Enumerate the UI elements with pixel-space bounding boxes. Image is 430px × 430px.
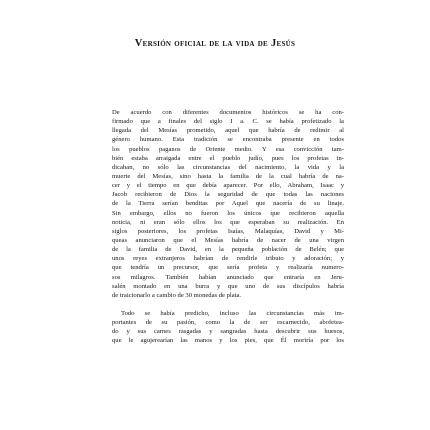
body-text [112, 108, 344, 346]
text-line: los pueblos paganos de Oriente medio. Y esa convicción tam- [112, 145, 344, 153]
text-line: sos milagros. También habían anunciado que entraría en Jeru- [112, 273, 344, 281]
text-line: firmado que a finales del siglo I a. C. se había profetizado la [112, 118, 344, 126]
text-line: muerte del Mesías, sino hasta la familia de la cual habría de na- [112, 172, 344, 180]
paragraph-1 [112, 108, 344, 300]
text-line: queas anunciaron que el Mesías habría de nacer de una virgen [112, 236, 344, 244]
text-line: Jacob recibieron de Dios la seguridad de que todas las naciones [112, 191, 344, 199]
text-line: llegada del Mesías prometido, aquel que habría de redimir al [112, 127, 344, 135]
text-line: que tendría un precursor, que sería profeta y realizaría numero- [112, 264, 344, 272]
text-line: de la Tierra serían benditas por Aquel que nacería de su linaje. [112, 200, 344, 208]
text-line: unos reyes extranjeros habrían de rendirle tributo y adoración; y [112, 255, 344, 263]
paragraph-gap [112, 300, 344, 309]
text-line: bién estaba arraigada entre el pueblo judío, pues los profetas in- [112, 154, 344, 162]
text-line: de la familia de David, en la pequeña población de Belén; que [112, 246, 344, 254]
text-line: noticia, ni eran sólo ellos los que esperaban su realización. En [112, 218, 344, 226]
page-title: Versión oficial de la vida de Jesús [134, 38, 296, 49]
paragraph-2 [112, 309, 344, 346]
text-line: do y sus carnes rasgadas y sangradas hasta descubrir sus huesos, [112, 328, 344, 336]
text-line: De acuerdo con diferentes documentos históricos se ha con- [112, 109, 344, 116]
text-line: siglos posteriores, los profetas Isaías, Malaquías, David y Mi- [112, 227, 344, 235]
text-line: Sin embargo, ellos no fueron los únicos que recibieron aquella [112, 209, 344, 217]
text-line: dicaban, no sólo las circunstancias del nacimiento, la vida y la [112, 163, 344, 171]
text-line: salén montado en una burra y que uno de sus discípulos habría [112, 282, 344, 290]
text-line: Todo se había predicho, incluso las circunstancias más im- [121, 309, 344, 317]
text-line: portantes de su pasión, como la de ser escarnecido, abofetea- [112, 319, 344, 327]
text-line: de traicionarlo a cambio de 30 monedas de plata. [112, 291, 242, 299]
text-line: cer y el tiempo en que debía aparecer. Por ello, Abraham, Isaac y [112, 182, 344, 190]
text-line: género humano. Esta tradición se encontraba presente en todos [112, 136, 344, 144]
text-line: que le agujerearían las manos y los pies, que Él moriría por los [112, 337, 344, 345]
